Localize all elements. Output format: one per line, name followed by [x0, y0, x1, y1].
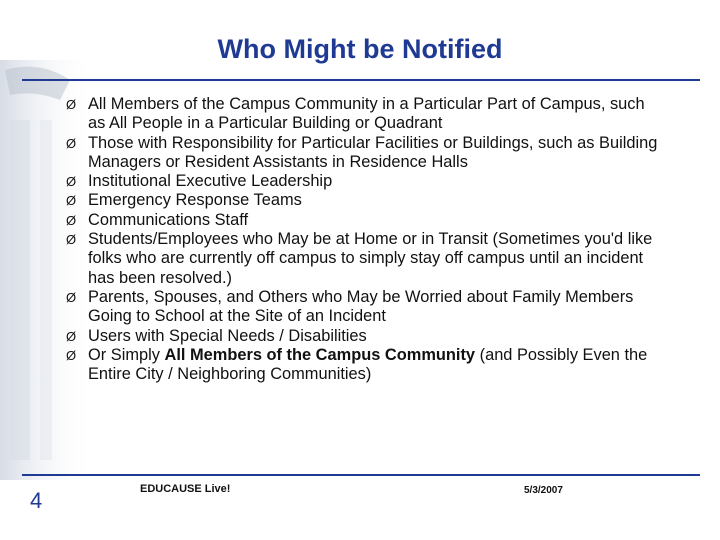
bullet-text-emphasis: All Members of the Campus Community: [164, 345, 476, 364]
arrow-bullet-icon: Ø: [66, 212, 77, 228]
bullet-text: All Members of the Campus Community in a Particular Part of Campus, such as All People in a Particular Building or Quadrant: [88, 95, 645, 133]
list-item: [66, 288, 666, 327]
title-divider: [22, 79, 700, 81]
slide-title: Who Might be Notified: [217, 34, 503, 64]
arrow-bullet-icon: Ø: [66, 347, 77, 363]
bullet-text: Parents, Spouses, and Others who May be Worried about Family Members Going to School at the Site of an Incident: [88, 287, 634, 326]
footer-date: 5/3/2007: [524, 485, 563, 496]
arrow-bullet-icon: Ø: [66, 193, 77, 209]
list-item: [66, 134, 666, 173]
list-item: [66, 191, 666, 210]
bullet-text: Emergency Response Teams: [88, 191, 302, 210]
bullet-list: [66, 95, 666, 384]
arrow-bullet-icon: Ø: [66, 328, 77, 344]
arrow-bullet-icon: Ø: [66, 135, 77, 151]
bullet-text-post: (and Possibly Even the Entire City / Neighboring Communities): [88, 345, 648, 384]
list-item: [66, 172, 666, 191]
bullet-text: Students/Employees who May be at Home or in Transit (Sometimes you'd like folks who are currently off campus to simply stay off campus until an incident has been resolved.): [88, 230, 653, 287]
bullet-text-pre: Or Simply: [88, 345, 165, 364]
list-item: [66, 346, 666, 385]
footer-event-name: EDUCAUSE Live!: [140, 483, 231, 495]
list-item: [66, 211, 666, 230]
bullet-text: Users with Special Needs / Disabilities: [88, 326, 367, 345]
slide-number: 4: [30, 488, 43, 513]
bullet-text: Those with Responsibility for Particular Facilities or Buildings, such as Building Managers or Resident Assistants in Residence Halls: [88, 133, 658, 171]
list-item: [66, 327, 666, 346]
arrow-bullet-icon: Ø: [66, 232, 77, 248]
bullet-text: Communications Staff: [88, 210, 249, 229]
arrow-bullet-icon: Ø: [66, 289, 77, 305]
arrow-bullet-icon: Ø: [66, 97, 77, 112]
arrow-bullet-icon: Ø: [66, 174, 77, 190]
footer-divider: [22, 474, 700, 476]
list-item: [66, 230, 666, 288]
bullet-text: Institutional Executive Leadership: [88, 172, 333, 191]
list-item: [66, 95, 666, 134]
